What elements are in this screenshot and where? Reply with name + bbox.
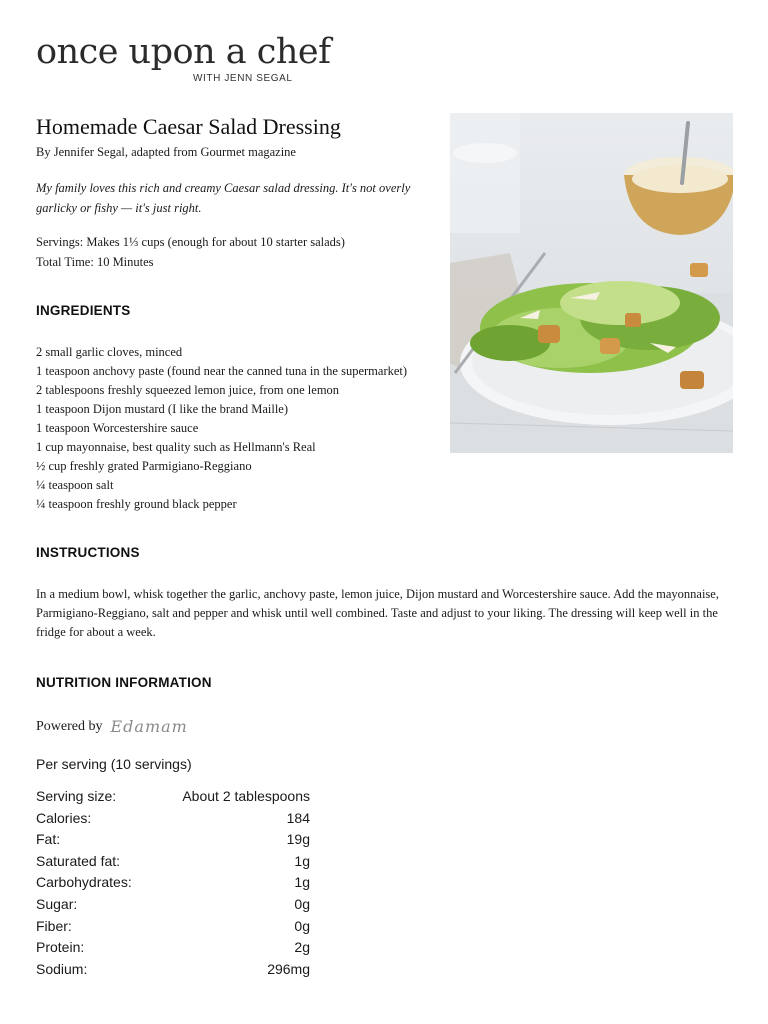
nutrition-row	[36, 829, 310, 851]
nutrition-label: Carbohydrates:	[36, 874, 132, 891]
site-logo[interactable]	[36, 30, 331, 84]
nutrition-value: 1g	[294, 852, 310, 869]
ingredients-list	[36, 343, 407, 514]
edamam-logo[interactable]: Edamam	[110, 717, 188, 736]
ingredient-item: 1 cup mayonnaise, best quality such as Hellmann's Real	[36, 440, 316, 454]
recipe-total-time: Total Time: 10 Minutes	[36, 255, 154, 269]
logo-tagline: WITH JENN SEGAL	[193, 73, 293, 84]
nutrition-value: 2g	[294, 939, 310, 956]
per-serving-label: Per serving (10 servings)	[36, 756, 192, 772]
nutrition-label: Saturated fat:	[36, 852, 121, 869]
ingredient-item: ½ cup freshly grated Parmigiano-Reggiano	[36, 459, 252, 473]
instructions-text: In a medium bowl, whisk together the garlic, anchovy paste, lemon juice, Dijon mustard and Worcestershire sauce. Add the mayonnaise, Parmigiano-Reggiano, salt and pepper and whisk until well combined. Taste and adjust to your liking. The dressing will keep well in the fridge for about a week.	[36, 587, 719, 639]
nutrition-label: Fiber:	[36, 917, 72, 934]
recipe-intro: My family loves this rich and creamy Caesar salad dressing. It's not overly garlicky or fishy — it's just right.	[36, 181, 411, 215]
nutrition-row	[36, 916, 310, 938]
ingredient-item: ¼ teaspoon salt	[36, 478, 114, 492]
recipe-title: Homemade Caesar Salad Dressing	[36, 114, 341, 139]
nutrition-row	[36, 894, 310, 916]
nutrition-label: Sugar:	[36, 895, 78, 912]
nutrition-label: Serving size:	[36, 788, 117, 804]
nutrition-row	[36, 937, 310, 959]
recipe-servings: Servings: Makes 1⅓ cups (enough for about 10 starter salads)	[36, 235, 345, 249]
nutrition-row	[36, 786, 310, 808]
logo-wordmark: once upon a chef	[36, 32, 331, 72]
recipe-byline: By Jennifer Segal, adapted from Gourmet magazine	[36, 145, 296, 159]
recipe-meta	[36, 232, 345, 272]
ingredient-item: 1 teaspoon Dijon mustard (I like the brand Maille)	[36, 402, 289, 416]
powered-by	[36, 717, 188, 736]
ingredient-item: 2 small garlic cloves, minced	[36, 345, 183, 359]
ingredient-item: ¼ teaspoon freshly ground black pepper	[36, 497, 237, 511]
nutrition-row	[36, 851, 310, 873]
ingredient-item: 2 tablespoons freshly squeezed lemon juice, from one lemon	[36, 383, 340, 397]
nutrition-label: Fat:	[36, 831, 61, 848]
nutrition-table	[36, 786, 310, 980]
ingredients-heading: INGREDIENTS	[36, 303, 131, 318]
nutrition-label: Calories:	[36, 809, 92, 826]
nutrition-value: About 2 tablespoons	[182, 788, 310, 804]
nutrition-label: Sodium:	[36, 960, 88, 977]
nutrition-value: 296mg	[267, 960, 310, 977]
nutrition-value: 0g	[294, 917, 310, 934]
caesar-salad-photo	[450, 113, 733, 453]
nutrition-value: 1g	[294, 874, 310, 891]
nutrition-row	[36, 808, 310, 830]
nutrition-value: 19g	[286, 831, 310, 848]
nutrition-heading: NUTRITION INFORMATION	[36, 675, 212, 690]
salad-illustration	[450, 113, 733, 453]
nutrition-row	[36, 959, 310, 981]
nutrition-value: 184	[286, 809, 310, 826]
ingredient-item: 1 teaspoon anchovy paste (found near the canned tuna in the supermarket)	[36, 364, 408, 378]
nutrition-row	[36, 872, 310, 894]
powered-by-label: Powered by	[36, 718, 103, 734]
ingredient-item: 1 teaspoon Worcestershire sauce	[36, 421, 199, 435]
instructions-heading: INSTRUCTIONS	[36, 545, 140, 560]
nutrition-value: 0g	[294, 895, 310, 912]
nutrition-label: Protein:	[36, 939, 85, 956]
